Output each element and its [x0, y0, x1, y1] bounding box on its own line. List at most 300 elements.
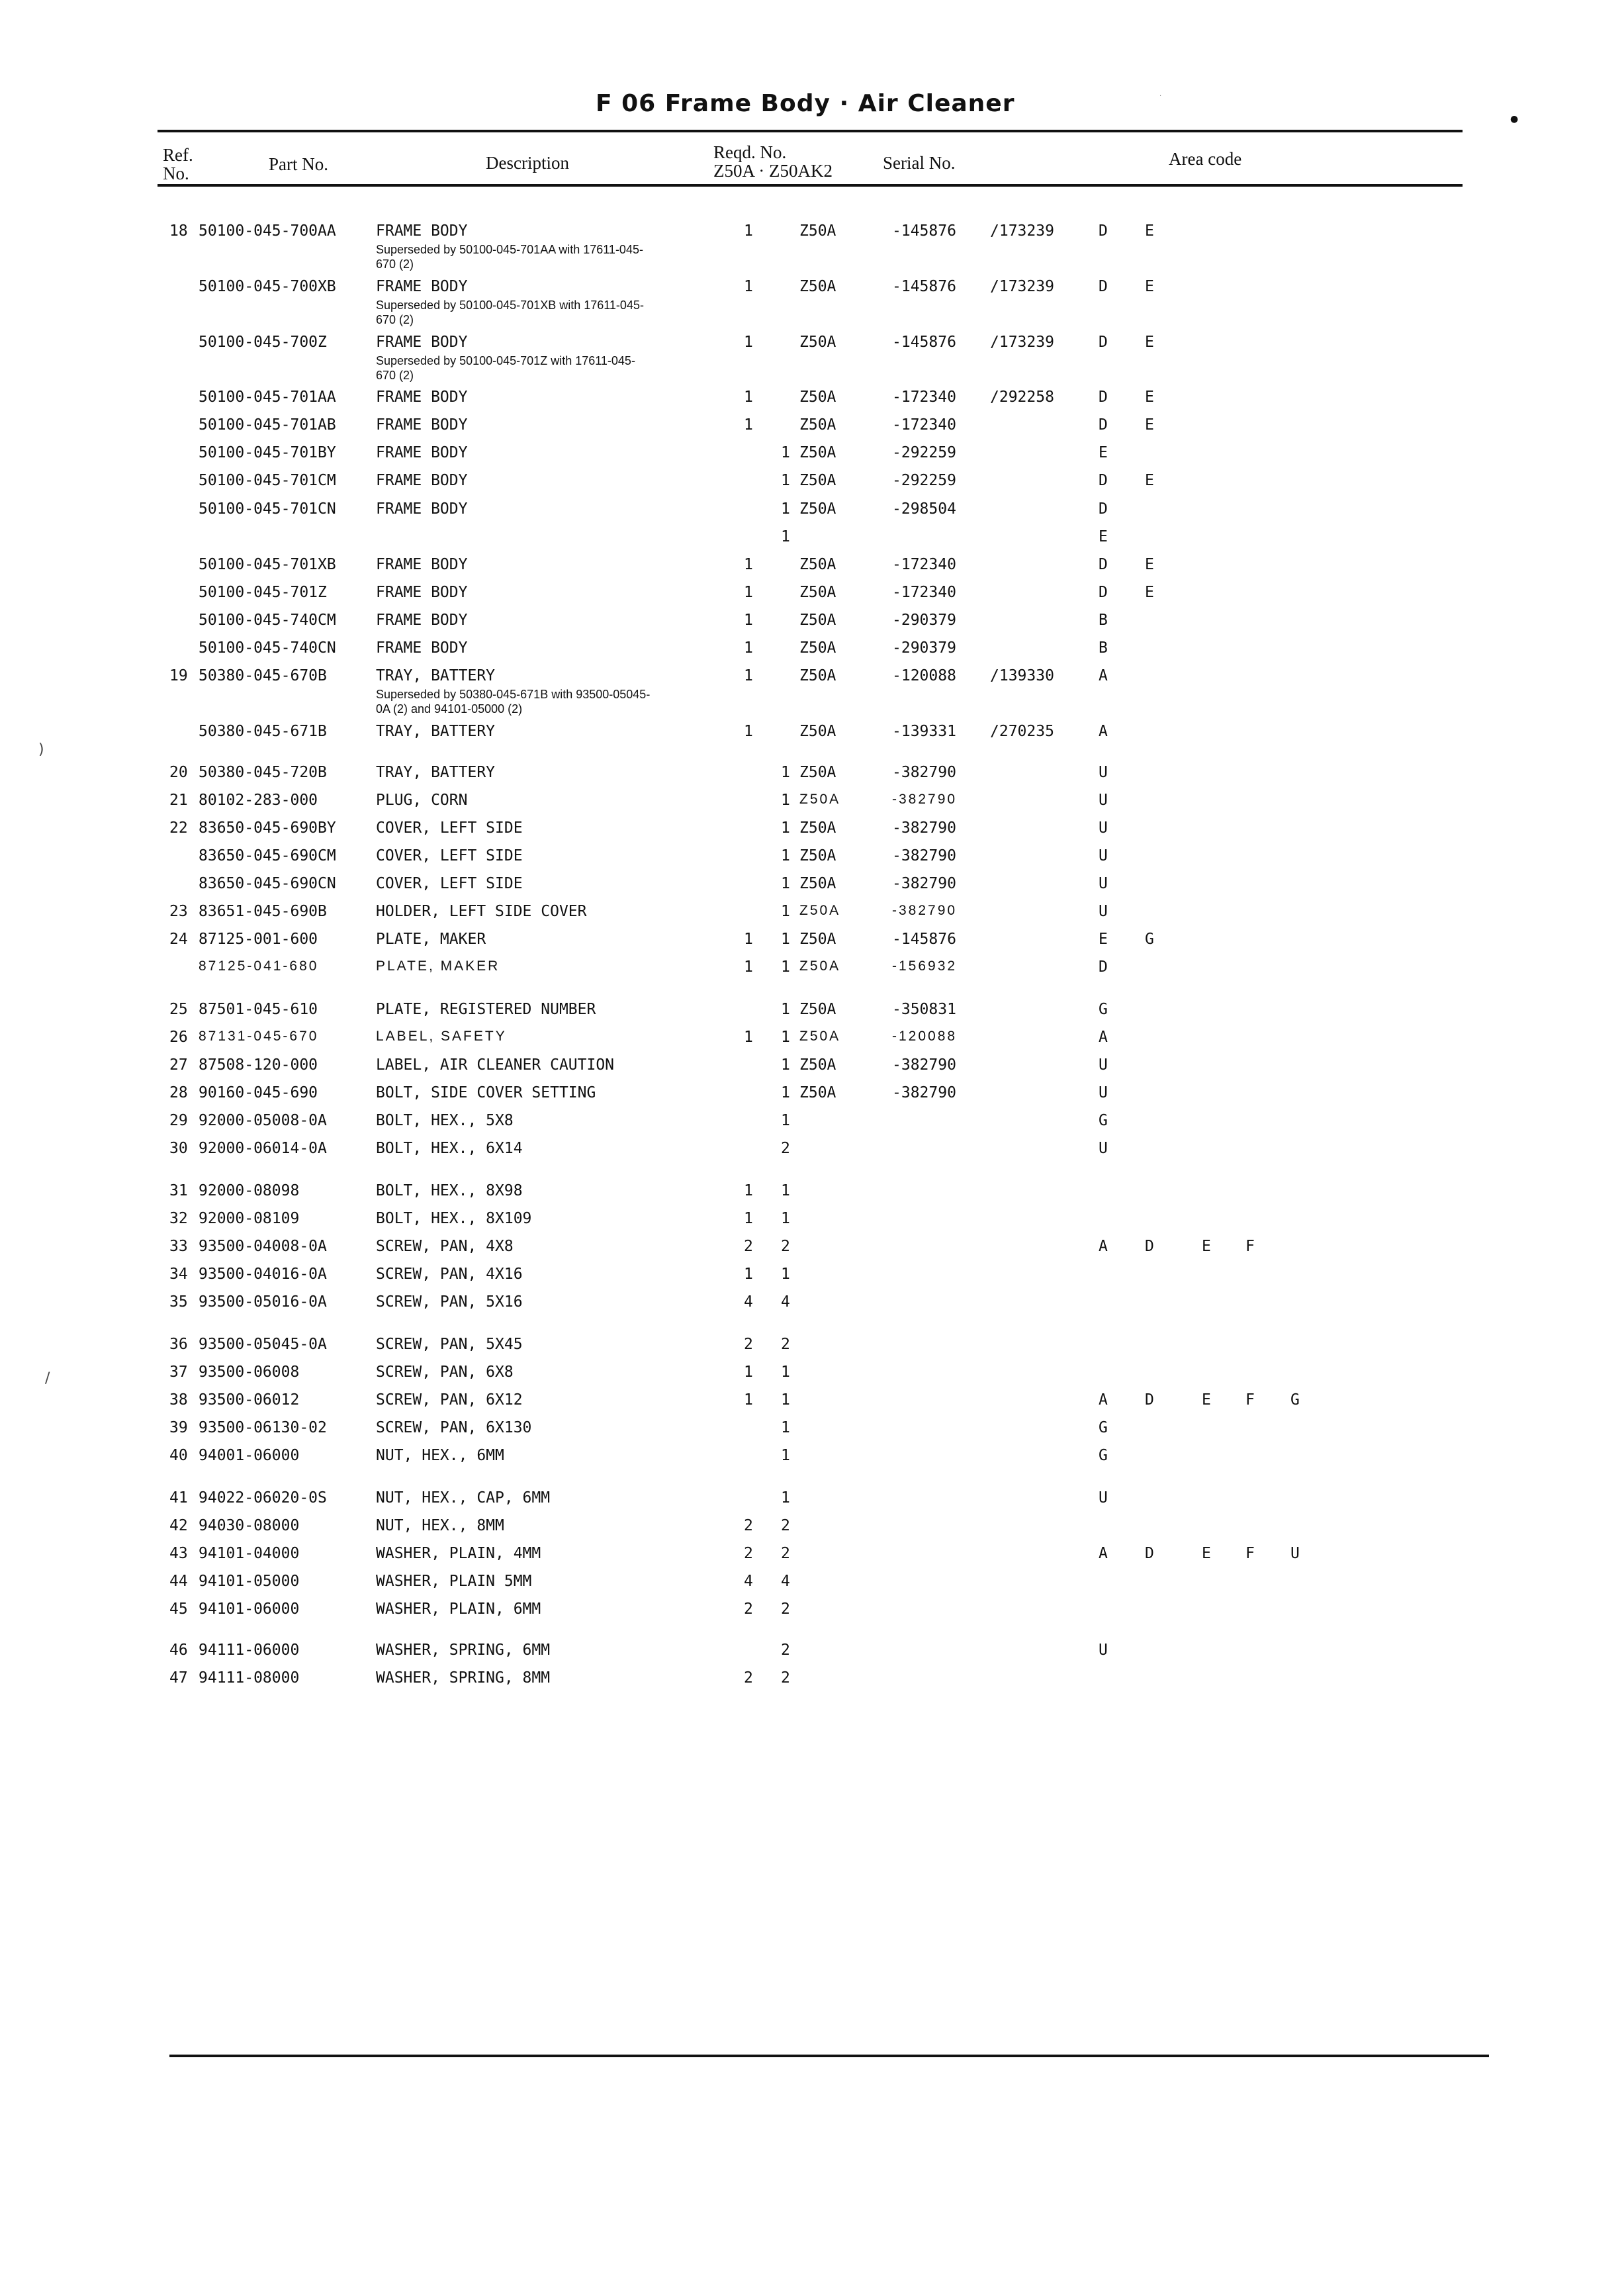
table-row [0, 1517, 1624, 1544]
serial-from-cell: -120088 [892, 1029, 958, 1044]
serial-from-cell: -172340 [892, 416, 956, 434]
scan-speck: · [1159, 93, 1162, 100]
ref-no-cell: 40 [169, 1447, 188, 1464]
table-row [0, 1266, 1624, 1292]
area-code-cell: B [1099, 612, 1108, 629]
area-code-cell: D [1099, 389, 1108, 406]
description-cell: SCREW, PAN, 6X130 [376, 1419, 532, 1436]
qty-z50ak2-cell: 2 [781, 1336, 790, 1353]
model-cell: Z50A [799, 667, 836, 684]
ref-no-cell: 29 [169, 1112, 188, 1129]
supersession-note: Superseded by 50380-045-671B with 93500-05045-0A (2) and 94101-05000 (2) [376, 688, 651, 716]
table-row [0, 1364, 1624, 1390]
description-cell: SCREW, PAN, 4X8 [376, 1238, 514, 1255]
description-cell: BOLT, HEX., 6X14 [376, 1140, 523, 1157]
description-cell: SCREW, PAN, 6X8 [376, 1364, 514, 1381]
serial-from-cell: -382790 [892, 819, 956, 837]
table-row [0, 1182, 1624, 1209]
description-cell: LABEL, AIR CLEANER CAUTION [376, 1056, 615, 1074]
description-cell: BOLT, HEX., 8X109 [376, 1210, 532, 1227]
area-code-cell: E [1145, 472, 1154, 489]
area-code-cell: G [1099, 1001, 1108, 1018]
area-code-cell: A [1099, 723, 1108, 740]
header-area-code: Area code [1169, 149, 1242, 169]
area-code-cell: E [1145, 556, 1154, 573]
qty-z50ak2-cell: 1 [781, 1029, 790, 1046]
model-cell: Z50A [799, 847, 836, 864]
qty-z50ak2-cell: 2 [781, 1517, 790, 1534]
table-row [0, 556, 1624, 582]
description-cell: BOLT, HEX., 5X8 [376, 1112, 514, 1129]
model-cell: Z50A [799, 875, 836, 892]
part-no-cell: 93500-04008-0A [199, 1238, 327, 1255]
serial-from-cell: -350831 [892, 1001, 956, 1018]
description-cell: WASHER, PLAIN 5MM [376, 1573, 532, 1590]
table-row [0, 723, 1624, 749]
header-reqd-line1: Reqd. No. [713, 142, 787, 162]
ref-no-cell: 28 [169, 1084, 188, 1101]
area-code-cell: E [1099, 444, 1108, 461]
ref-no-cell: 27 [169, 1056, 188, 1074]
qty-z50a-cell: 1 [744, 334, 753, 351]
ref-no-cell: 23 [169, 903, 188, 920]
area-code-cell: D [1099, 416, 1108, 434]
qty-z50a-cell: 1 [744, 278, 753, 295]
model-cell: Z50A [799, 958, 841, 974]
area-code-cell: U [1099, 819, 1108, 837]
qty-z50ak2-cell: 1 [781, 500, 790, 518]
qty-z50a-cell: 1 [744, 1391, 753, 1409]
part-no-cell: 93500-05016-0A [199, 1293, 327, 1311]
description-cell: PLATE, MAKER [376, 958, 500, 974]
description-cell: FRAME BODY [376, 639, 468, 657]
header-reqd-line2: Z50A · Z50AK2 [713, 161, 833, 181]
part-no-cell: 92000-08109 [199, 1210, 300, 1227]
serial-from-cell: -382790 [892, 792, 958, 807]
serial-from-cell: -382790 [892, 875, 956, 892]
part-no-cell: 50100-045-701AA [199, 389, 336, 406]
part-no-cell: 94022-06020-0S [199, 1489, 327, 1507]
ref-no-cell: 24 [169, 931, 188, 948]
qty-z50ak2-cell: 2 [781, 1140, 790, 1157]
ref-no-cell: 42 [169, 1517, 188, 1534]
part-no-cell: 80102-283-000 [199, 792, 318, 809]
qty-z50ak2-cell: 2 [781, 1600, 790, 1618]
area-code-cell: E [1202, 1238, 1211, 1255]
model-cell: Z50A [799, 444, 836, 461]
ref-no-cell: 37 [169, 1364, 188, 1381]
part-no-cell: 94030-08000 [199, 1517, 300, 1534]
ref-no-cell: 18 [169, 222, 188, 240]
ref-no-cell: 36 [169, 1336, 188, 1353]
table-row [0, 819, 1624, 846]
qty-z50a-cell: 2 [744, 1669, 753, 1687]
description-cell: SCREW, PAN, 5X45 [376, 1336, 523, 1353]
model-cell: Z50A [799, 584, 836, 601]
scan-speck: ) [38, 741, 44, 758]
ref-no-cell: 41 [169, 1489, 188, 1507]
qty-z50ak2-cell: 1 [781, 1084, 790, 1101]
area-code-cell: A [1099, 1391, 1108, 1409]
qty-z50a-cell: 4 [744, 1573, 753, 1590]
header-serial-no: Serial No. [883, 153, 956, 173]
table-row [0, 584, 1624, 610]
area-code-cell: D [1099, 958, 1108, 976]
table-row [0, 1210, 1624, 1236]
page-title: F 06 Frame Body · Air Cleaner [596, 90, 1015, 117]
area-code-cell: G [1099, 1447, 1108, 1464]
part-no-cell: 50100-045-700AA [199, 222, 336, 240]
qty-z50a-cell: 1 [744, 416, 753, 434]
area-code-cell: D [1099, 556, 1108, 573]
ref-no-cell: 46 [169, 1642, 188, 1659]
serial-from-cell: -145876 [892, 334, 956, 351]
qty-z50ak2-cell: 1 [781, 472, 790, 489]
table-row [0, 472, 1624, 498]
qty-z50a-cell: 1 [744, 667, 753, 684]
ref-no-cell: 43 [169, 1545, 188, 1562]
qty-z50ak2-cell: 1 [781, 1489, 790, 1507]
qty-z50ak2-cell: 2 [781, 1545, 790, 1562]
qty-z50ak2-cell: 1 [781, 792, 790, 809]
table-row [0, 1112, 1624, 1138]
table-row [0, 847, 1624, 874]
header-ref-line2: No. [163, 163, 189, 183]
area-code-cell: E [1099, 931, 1108, 948]
scan-speck: ● [1510, 114, 1519, 124]
footer-rule [169, 2055, 1489, 2057]
area-code-cell: D [1145, 1391, 1154, 1409]
part-no-cell: 94111-08000 [199, 1669, 300, 1687]
qty-z50a-cell: 2 [744, 1517, 753, 1534]
supersession-note: Superseded by 50100-045-701XB with 17611-045-670 (2) [376, 299, 644, 326]
part-no-cell: 50100-045-701Z [199, 584, 327, 601]
area-code-cell: D [1099, 500, 1108, 518]
ref-no-cell: 34 [169, 1266, 188, 1283]
qty-z50ak2-cell: 4 [781, 1293, 790, 1311]
scan-speck: / [45, 1370, 50, 1387]
serial-from-cell: -382790 [892, 847, 956, 864]
qty-z50ak2-cell: 1 [781, 1419, 790, 1436]
model-cell: Z50A [799, 764, 836, 781]
table-row [0, 334, 1624, 382]
serial-from-cell: -298504 [892, 500, 956, 518]
serial-to-cell: /270235 [990, 723, 1054, 740]
area-code-cell: B [1099, 639, 1108, 657]
header-ref-line1: Ref. [163, 145, 193, 165]
table-row [0, 903, 1624, 929]
description-cell: TRAY, BATTERY [376, 764, 496, 781]
serial-to-cell: /139330 [990, 667, 1054, 684]
area-code-cell: E [1202, 1545, 1211, 1562]
description-cell: FRAME BODY [376, 334, 468, 351]
part-no-cell: 83650-045-690CN [199, 875, 336, 892]
area-code-cell: D [1099, 334, 1108, 351]
ref-no-cell: 21 [169, 792, 188, 809]
table-row [0, 1447, 1624, 1473]
table-row [0, 389, 1624, 415]
qty-z50a-cell: 2 [744, 1600, 753, 1618]
table-row [0, 875, 1624, 902]
description-cell: FRAME BODY [376, 472, 468, 489]
part-no-cell: 87125-001-600 [199, 931, 318, 948]
table-row [0, 1489, 1624, 1516]
serial-from-cell: -172340 [892, 389, 956, 406]
area-code-cell: E [1145, 584, 1154, 601]
table-row [0, 1001, 1624, 1027]
table-row [0, 444, 1624, 471]
ref-no-cell: 26 [169, 1029, 188, 1046]
part-no-cell: 93500-06012 [199, 1391, 300, 1409]
model-cell: Z50A [799, 416, 836, 434]
part-no-cell: 50100-045-700Z [199, 334, 327, 351]
qty-z50a-cell: 1 [744, 958, 753, 976]
description-cell: HOLDER, LEFT SIDE COVER [376, 903, 587, 920]
area-code-cell: A [1099, 1238, 1108, 1255]
serial-from-cell: -156932 [892, 958, 958, 974]
part-no-cell: 94101-05000 [199, 1573, 300, 1590]
description-cell: FRAME BODY [376, 278, 468, 295]
area-code-cell: U [1099, 1140, 1108, 1157]
ref-no-cell: 45 [169, 1600, 188, 1618]
ref-no-cell: 38 [169, 1391, 188, 1409]
area-code-cell: A [1099, 1029, 1108, 1046]
area-code-cell: U [1099, 875, 1108, 892]
model-cell: Z50A [799, 1029, 841, 1044]
area-code-cell: F [1245, 1391, 1255, 1409]
table-row [0, 1140, 1624, 1166]
area-code-cell: F [1245, 1545, 1255, 1562]
header-bottom-rule [158, 184, 1463, 187]
area-code-cell: E [1145, 389, 1154, 406]
part-no-cell: 50380-045-670B [199, 667, 327, 684]
model-cell: Z50A [799, 819, 836, 837]
area-code-cell: D [1099, 278, 1108, 295]
ref-no-cell: 25 [169, 1001, 188, 1018]
qty-z50ak2-cell: 1 [781, 958, 790, 976]
table-row [0, 1084, 1624, 1111]
table-row [0, 1056, 1624, 1083]
table-row [0, 667, 1624, 716]
part-no-cell: 50100-045-740CN [199, 639, 336, 657]
model-cell: Z50A [799, 723, 836, 740]
header-part-no: Part No. [269, 154, 328, 174]
qty-z50a-cell: 1 [744, 222, 753, 240]
part-no-cell: 50100-045-701CM [199, 472, 336, 489]
qty-z50ak2-cell: 1 [781, 1112, 790, 1129]
model-cell: Z50A [799, 1056, 836, 1074]
qty-z50a-cell: 2 [744, 1238, 753, 1255]
serial-from-cell: -382790 [892, 764, 956, 781]
table-row [0, 222, 1624, 271]
qty-z50ak2-cell: 1 [781, 1447, 790, 1464]
table-row [0, 1573, 1624, 1599]
area-code-cell: F [1245, 1238, 1255, 1255]
header-reqd-no [713, 143, 833, 180]
area-code-cell: G [1099, 1112, 1108, 1129]
table-row [0, 764, 1624, 790]
area-code-cell: U [1099, 1056, 1108, 1074]
area-code-cell: U [1099, 764, 1108, 781]
qty-z50ak2-cell: 1 [781, 931, 790, 948]
part-no-cell: 50100-045-701XB [199, 556, 336, 573]
area-code-cell: G [1145, 931, 1154, 948]
qty-z50ak2-cell: 1 [781, 1210, 790, 1227]
table-row [0, 612, 1624, 638]
area-code-cell: D [1145, 1545, 1154, 1562]
area-code-cell: U [1099, 1489, 1108, 1507]
table-row [0, 278, 1624, 326]
model-cell: Z50A [799, 792, 841, 807]
model-cell: Z50A [799, 472, 836, 489]
qty-z50ak2-cell: 1 [781, 1001, 790, 1018]
serial-from-cell: -292259 [892, 444, 956, 461]
table-row [0, 1642, 1624, 1668]
description-cell: FRAME BODY [376, 556, 468, 573]
part-no-cell: 83651-045-690B [199, 903, 327, 920]
ref-no-cell: 30 [169, 1140, 188, 1157]
serial-from-cell: -382790 [892, 903, 958, 918]
qty-z50ak2-cell: 1 [781, 444, 790, 461]
qty-z50ak2-cell: 2 [781, 1669, 790, 1687]
table-row [0, 528, 1624, 555]
qty-z50ak2-cell: 2 [781, 1238, 790, 1255]
supersession-note: Superseded by 50100-045-701AA with 17611-045-670 (2) [376, 243, 643, 271]
model-cell: Z50A [799, 556, 836, 573]
part-no-cell: 90160-045-690 [199, 1084, 318, 1101]
area-code-cell: E [1145, 334, 1154, 351]
ref-no-cell: 47 [169, 1669, 188, 1687]
table-row [0, 1391, 1624, 1418]
part-no-cell: 50380-045-671B [199, 723, 327, 740]
model-cell: Z50A [799, 222, 836, 240]
qty-z50ak2-cell: 1 [781, 819, 790, 837]
qty-z50ak2-cell: 1 [781, 903, 790, 920]
area-code-cell: U [1099, 792, 1108, 809]
supersession-note: Superseded by 50100-045-701Z with 17611-045-670 (2) [376, 354, 635, 382]
area-code-cell: E [1145, 222, 1154, 240]
table-row [0, 958, 1624, 985]
description-cell: WASHER, PLAIN, 6MM [376, 1600, 541, 1618]
area-code-cell: E [1145, 416, 1154, 434]
area-code-cell: U [1290, 1545, 1300, 1562]
qty-z50ak2-cell: 1 [781, 1182, 790, 1199]
description-cell: SCREW, PAN, 5X16 [376, 1293, 523, 1311]
qty-z50a-cell: 1 [744, 1364, 753, 1381]
ref-no-cell: 33 [169, 1238, 188, 1255]
qty-z50a-cell: 1 [744, 584, 753, 601]
serial-from-cell: -382790 [892, 1084, 956, 1101]
qty-z50a-cell: 1 [744, 1210, 753, 1227]
serial-from-cell: -172340 [892, 584, 956, 601]
model-cell: Z50A [799, 903, 841, 918]
ref-no-cell: 19 [169, 667, 188, 684]
part-no-cell: 93500-04016-0A [199, 1266, 327, 1283]
table-row [0, 1029, 1624, 1055]
qty-z50a-cell: 1 [744, 931, 753, 948]
model-cell: Z50A [799, 278, 836, 295]
part-no-cell: 92000-08098 [199, 1182, 300, 1199]
description-cell: COVER, LEFT SIDE [376, 875, 523, 892]
qty-z50a-cell: 1 [744, 556, 753, 573]
part-no-cell: 87131-045-670 [199, 1029, 319, 1044]
area-code-cell: U [1099, 847, 1108, 864]
part-no-cell: 94111-06000 [199, 1642, 300, 1659]
model-cell: Z50A [799, 1084, 836, 1101]
description-cell: WASHER, PLAIN, 4MM [376, 1545, 541, 1562]
ref-no-cell: 39 [169, 1419, 188, 1436]
description-cell: NUT, HEX., 6MM [376, 1447, 504, 1464]
part-no-cell: 93500-06008 [199, 1364, 300, 1381]
part-no-cell: 83650-045-690BY [199, 819, 336, 837]
qty-z50a-cell: 1 [744, 639, 753, 657]
qty-z50a-cell: 1 [744, 1182, 753, 1199]
description-cell: FRAME BODY [376, 222, 468, 240]
qty-z50a-cell: 2 [744, 1336, 753, 1353]
table-row [0, 1669, 1624, 1696]
description-cell: PLUG, CORN [376, 792, 468, 809]
ref-no-cell: 44 [169, 1573, 188, 1590]
table-row [0, 1238, 1624, 1264]
qty-z50ak2-cell: 1 [781, 764, 790, 781]
model-cell: Z50A [799, 639, 836, 657]
part-no-cell: 50100-045-701BY [199, 444, 336, 461]
qty-z50ak2-cell: 1 [781, 847, 790, 864]
part-no-cell: 87125-041-680 [199, 958, 319, 974]
serial-to-cell: /292258 [990, 389, 1054, 406]
serial-from-cell: -145876 [892, 222, 956, 240]
qty-z50ak2-cell: 1 [781, 875, 790, 892]
serial-from-cell: -290379 [892, 639, 956, 657]
part-no-cell: 92000-05008-0A [199, 1112, 327, 1129]
table-row [0, 931, 1624, 957]
part-no-cell: 87501-045-610 [199, 1001, 318, 1018]
part-no-cell: 87508-120-000 [199, 1056, 318, 1074]
ref-no-cell: 20 [169, 764, 188, 781]
ref-no-cell: 32 [169, 1210, 188, 1227]
serial-from-cell: -292259 [892, 472, 956, 489]
model-cell: Z50A [799, 931, 836, 948]
ref-no-cell: 22 [169, 819, 188, 837]
qty-z50a-cell: 1 [744, 723, 753, 740]
area-code-cell: G [1290, 1391, 1300, 1409]
description-cell: PLATE, REGISTERED NUMBER [376, 1001, 596, 1018]
part-no-cell: 50100-045-701CN [199, 500, 336, 518]
qty-z50ak2-cell: 1 [781, 1364, 790, 1381]
description-cell: TRAY, BATTERY [376, 723, 496, 740]
part-no-cell: 50100-045-740CM [199, 612, 336, 629]
table-row [0, 1419, 1624, 1446]
description-cell: WASHER, SPRING, 6MM [376, 1642, 551, 1659]
serial-from-cell: -139331 [892, 723, 956, 740]
serial-to-cell: /173239 [990, 334, 1054, 351]
area-code-cell: G [1099, 1419, 1108, 1436]
area-code-cell: D [1145, 1238, 1154, 1255]
table-row [0, 416, 1624, 443]
description-cell: COVER, LEFT SIDE [376, 819, 523, 837]
qty-z50ak2-cell: 4 [781, 1573, 790, 1590]
qty-z50a-cell: 1 [744, 1029, 753, 1046]
qty-z50ak2-cell: 1 [781, 1391, 790, 1409]
table-row [0, 1336, 1624, 1362]
serial-from-cell: -382790 [892, 1056, 956, 1074]
area-code-cell: U [1099, 903, 1108, 920]
model-cell: Z50A [799, 1001, 836, 1018]
part-no-cell: 83650-045-690CM [199, 847, 336, 864]
description-cell: COVER, LEFT SIDE [376, 847, 523, 864]
qty-z50a-cell: 1 [744, 389, 753, 406]
area-code-cell: E [1145, 278, 1154, 295]
